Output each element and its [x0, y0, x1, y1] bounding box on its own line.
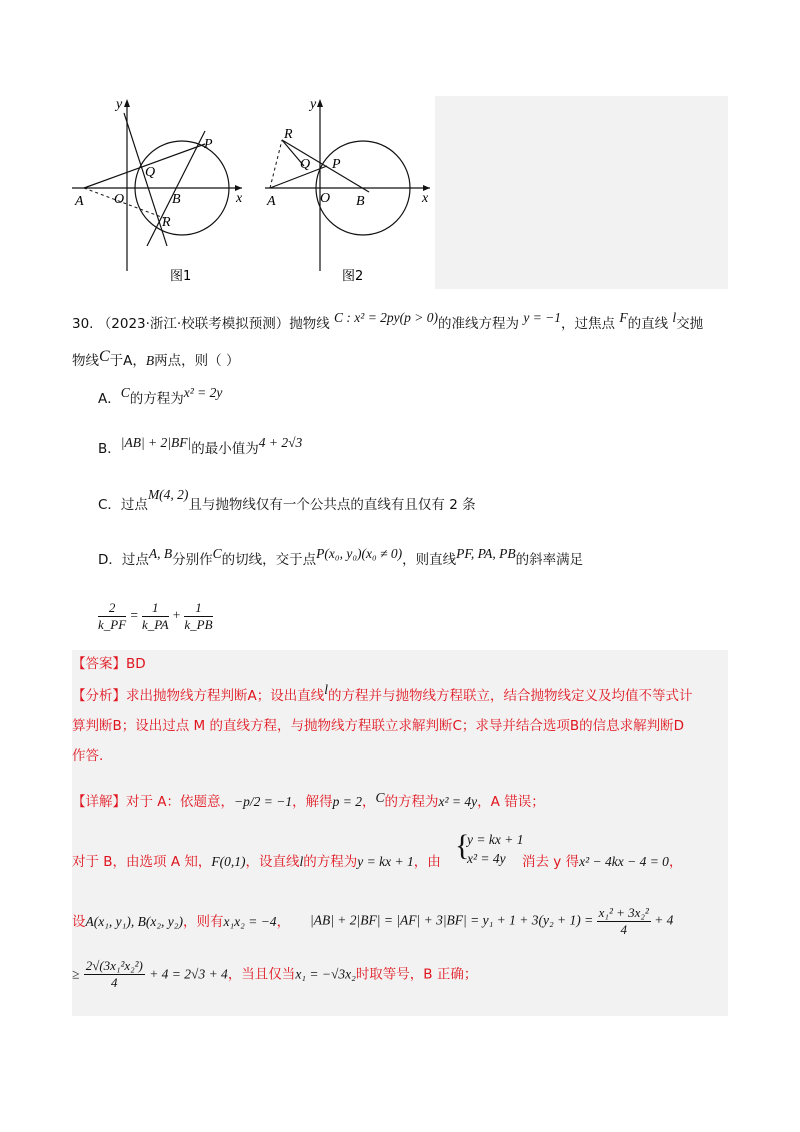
option-text: 的最小值为: [191, 441, 259, 457]
question-text: 交抛: [676, 316, 704, 332]
fig1-label-y: y: [116, 97, 123, 112]
option-math: PF, PA, PB: [456, 546, 516, 561]
fig1-label-A: A: [75, 194, 84, 209]
system-eq-2: x² = 4y: [467, 851, 506, 866]
detail-line-1: [72, 790, 545, 811]
detail-line-4: [72, 958, 477, 991]
analysis-text: 求出抛物线方程判断A；设出直线: [126, 688, 325, 704]
option-math: |AB| + 2|BF|: [120, 435, 192, 450]
detail-text: ，A 错误；: [477, 794, 545, 810]
detail-math: A(x₁, y₁), B(x₂, y₂): [85, 914, 183, 929]
detail-line-2-tail: [522, 853, 682, 871]
fig2-label-B: B: [356, 194, 365, 209]
fig2-dash-ar: [270, 140, 282, 188]
option-text: 的切线，交于点: [221, 552, 317, 568]
fig2-label-R: R: [284, 127, 293, 142]
fraction: $\frac{1}{k\_PB}$: [184, 600, 213, 632]
detail-text: ，当且仅当: [227, 966, 296, 983]
option-label: C．过点: [98, 497, 148, 513]
detail-math: F(0,1): [211, 854, 246, 869]
option-label: A．: [98, 391, 121, 407]
fraction: $\frac{\text{x₁² + 3x₂²}}{4}$: [598, 905, 649, 937]
analysis-line-3: 作答.: [72, 748, 104, 764]
operator: =: [129, 607, 139, 623]
detail-text: 设: [72, 914, 86, 930]
curve-equation: C : x² = 2py(p > 0): [334, 310, 439, 325]
option-d[interactable]: [98, 546, 584, 569]
analysis-text: 的方程并与抛物线方程联立，结合抛物线定义及均值不等式计: [328, 688, 693, 704]
question-text: 抛物线: [289, 316, 330, 332]
option-c[interactable]: [98, 487, 476, 514]
answer-line: 【答案】BD: [72, 656, 146, 672]
fig2-label-O: O: [320, 191, 331, 206]
option-d-formula: [98, 600, 213, 633]
option-text: 的斜率满足: [515, 552, 584, 568]
fig2-label-x: x: [422, 191, 429, 206]
detail-math: x₁ = −√3x₂: [295, 966, 356, 982]
detail-text: 时取等号，B 正确；: [355, 966, 478, 983]
question-number: 30.: [72, 316, 94, 332]
detail-math: x² = 4y: [438, 794, 478, 809]
analysis-tag: 【分析】: [72, 688, 126, 704]
detail-text: ，: [362, 794, 376, 810]
detail-text: ，解得: [292, 794, 333, 810]
question-text: 两点，则（ ）: [154, 353, 240, 369]
question-text: 于A，: [109, 353, 146, 369]
curve-symbol: C: [99, 348, 110, 365]
directrix-equation: y = −1: [523, 310, 562, 325]
operator: +: [171, 607, 182, 623]
option-text: 分别作: [172, 552, 213, 568]
option-a[interactable]: [98, 385, 223, 408]
detail-math: |AB| + 2|BF| = |AF| + 3|BF| = y₁ + 1 + 3(y₂ + 1) =: [310, 912, 594, 928]
fig1-label-P: P: [204, 137, 213, 152]
option-math: x² = 2y: [183, 385, 223, 400]
detail-text: 的方程为: [384, 794, 439, 810]
detail-text: ，则有: [182, 914, 224, 930]
fig2-label-A: A: [267, 194, 276, 209]
question-text: 的准线方程为: [438, 316, 520, 332]
question-text: ，过焦点: [561, 316, 616, 332]
fig1-label-x: x: [236, 191, 243, 206]
option-math: P(x₀, y₀)(x₀ ≠ 0): [316, 546, 403, 561]
detail-line-2: [72, 853, 441, 871]
detail-text: ，: [668, 854, 683, 870]
line-symbol: l: [324, 682, 329, 697]
fig1-label-R: R: [162, 215, 171, 230]
option-b[interactable]: [98, 435, 303, 458]
question-text: 物线: [72, 353, 99, 369]
detail-text: 对于 B，由选项 A 知，: [72, 854, 212, 870]
fig2-label-y: y: [310, 97, 317, 112]
option-math: M(4, 2): [147, 487, 189, 502]
fig2-caption: 图2: [342, 269, 364, 284]
detail-text: 的方程为: [303, 854, 358, 870]
detail-line-3: [72, 913, 290, 931]
option-math: A, B: [148, 546, 173, 561]
brace-symbol: {: [455, 829, 470, 862]
fig1-caption: 图1: [170, 269, 192, 284]
analysis-line-1: [72, 682, 693, 705]
system-eq-1: y = kx + 1: [467, 832, 524, 847]
curve-symbol: C: [212, 546, 222, 561]
focus-symbol: F: [619, 310, 628, 325]
detail-math: + 4 = 2√3 + 4: [149, 966, 228, 982]
fraction: $\frac{\text{2√(3x₁²x₂²)}}{4}$: [85, 958, 143, 990]
detail-math: + 4: [654, 912, 674, 928]
detail-math: −p/2 = −1: [234, 794, 293, 809]
option-text: ，则直线: [402, 552, 457, 568]
option-value: 4 + 2√3: [258, 435, 303, 450]
operator: ≥: [72, 966, 80, 982]
figure-2: [265, 97, 430, 284]
detail-math: p = 2: [332, 794, 362, 809]
fig1-y-arrow: [124, 99, 130, 107]
detail-math: x₁x₂ = −4: [223, 914, 277, 929]
line-symbol: l: [299, 854, 304, 869]
fig2-label-Q: Q: [300, 157, 311, 172]
fig1-label-B: B: [172, 192, 181, 207]
detail-text: 消去 y 得: [522, 854, 580, 870]
fig1-label-O: O: [114, 192, 125, 207]
curve-symbol: C: [120, 385, 130, 400]
detail-tag: 【详解】: [72, 794, 126, 810]
fig2-y-arrow: [317, 99, 323, 107]
figure-1: [72, 97, 243, 284]
point-symbol: B: [145, 353, 155, 368]
question-text: 的直线: [627, 316, 669, 332]
analysis-line-2: 算判断B；设出过点 M 的直线方程，与抛物线方程联立求解判断C；求导并结合选项B的信息求解判断D: [72, 718, 685, 734]
detail-text: ，: [276, 914, 291, 930]
option-text: 且与抛物线仅有一个公共点的直线有且仅有 2 条: [188, 497, 476, 513]
curve-symbol: C: [375, 790, 385, 805]
fraction: $\frac{1}{k\_PA}$: [142, 600, 169, 632]
detail-text: ，设直线: [245, 854, 300, 870]
fig2-label-P: P: [332, 157, 341, 172]
option-label: D．过点: [98, 552, 149, 568]
question-line-1: [72, 310, 704, 333]
detail-math: y = kx + 1: [357, 854, 414, 869]
fig1-label-Q: Q: [145, 165, 156, 180]
option-text: 的方程为: [129, 391, 184, 407]
fig2-line-ap: [270, 166, 327, 188]
detail-text: ，由: [413, 854, 441, 870]
detail-math: x² − 4kx − 4 = 0: [579, 854, 669, 869]
option-label: B．: [98, 441, 121, 457]
detail-text: 对于 A：依题意，: [126, 794, 235, 810]
question-line-2: [72, 348, 240, 370]
line-symbol: l: [672, 310, 677, 325]
fraction: $\frac{2}{k\_PF}$: [98, 600, 127, 632]
figures-svg: [72, 96, 435, 289]
question-source: （2023·浙江·校联考模拟预测）: [97, 316, 290, 332]
detail-line-3-chain: [310, 905, 673, 938]
